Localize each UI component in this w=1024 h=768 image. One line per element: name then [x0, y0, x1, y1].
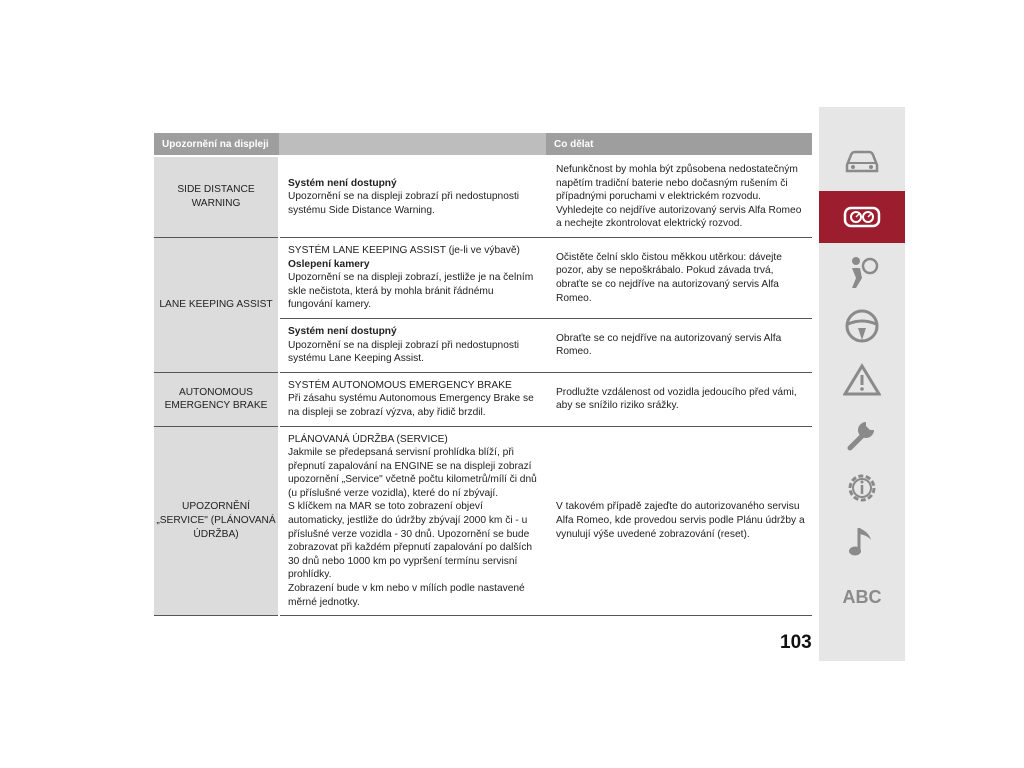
warning-triangle-icon[interactable]	[819, 355, 905, 405]
header-blank	[279, 133, 546, 156]
chapter-sidebar	[819, 107, 905, 661]
header-action: Co dělat	[546, 133, 812, 156]
row-action: Obraťte se co nejdříve na autorizovaný servis Alfa Romeo.	[546, 318, 812, 372]
steering-wheel-icon[interactable]	[819, 301, 905, 351]
row-description	[279, 318, 546, 372]
row-text: Upozornění se na displeji zobrazí při nedostupnosti systému Lane Keeping Assist.	[288, 339, 520, 365]
airbag-icon[interactable]	[819, 247, 905, 297]
row-label: SIDE DISTANCE WARNING	[154, 156, 279, 237]
table-row	[154, 372, 812, 426]
row-label: AUTONOMOUS EMERGENCY BRAKE	[154, 372, 279, 426]
gear-info-icon[interactable]	[819, 463, 905, 513]
row-text: Při zásahu systému Autonomous Emergency Brake se na displeji se zobrazí výzva, aby řidič brzdil.	[288, 393, 534, 418]
table-row	[154, 426, 812, 616]
row-title: SYSTÉM AUTONOMOUS EMERGENCY BRAKE	[288, 379, 512, 391]
row-text: Upozornění se na displeji zobrazí, jestliže je na čelním skle nečistota, která by mohla bránit řádnému fungování kamery.	[288, 272, 534, 311]
row-title: PLÁNOVANÁ ÚDRŽBA (SERVICE)	[288, 433, 448, 445]
wrench-icon[interactable]	[819, 409, 905, 459]
row-title: SYSTÉM LANE KEEPING ASSIST (je-li ve výbavě)	[288, 244, 520, 256]
row-bold: Systém není dostupný	[288, 325, 397, 337]
row-description	[279, 426, 546, 616]
warning-table	[154, 133, 812, 616]
row-bold: Systém není dostupný	[288, 177, 397, 189]
row-description	[279, 156, 546, 237]
row-text: Jakmile se předepsaná servisní prohlídka blíží, při přepnutí zapalování na ENGINE se na displeji zobrazí upozornění „Service" včetně počtu kilometrů/mílí či dnů (u příslušné verze vozidla), které do ní zbývají.	[288, 447, 537, 499]
header-warning: Upozornění na displeji	[154, 133, 279, 156]
page-number: 103	[780, 632, 812, 653]
car-icon[interactable]	[819, 137, 905, 187]
row-action: Prodlužte vzdálenost od vozidla jedoucího před vámi, aby se snížilo riziko srážky.	[546, 372, 812, 426]
row-description	[279, 372, 546, 426]
row-text: Zobrazení bude v km nebo v mílích podle nastavené měrné jednotky.	[288, 583, 525, 608]
table-row	[154, 156, 812, 237]
dashboard-icon[interactable]	[819, 191, 905, 243]
row-text: S klíčkem na MAR se toto zobrazení objeví automaticky, jestliže do údržby zbývají 2000 km či - u příslušné verze vozidla - 30 dnů. Upozornění se bude zobrazovat při každém přepnutí zapalování po dalších 30 dnů nebo 1000 km po vypršení termínu servisní prohlídky.	[288, 501, 533, 581]
table-row	[154, 237, 812, 318]
row-label: LANE KEEPING ASSIST	[154, 237, 279, 372]
music-note-icon[interactable]	[819, 517, 905, 567]
row-action: Nefunkčnost by mohla být způsobena nedostatečným napětím tradiční baterie nebo dočasným rušením či případnými poruchami v elektrickém rozvodu. Vyhledejte co nejdříve autorizovaný servis Alfa Romeo a nechejte zkontrolovat elektrický rozvod.	[546, 156, 812, 237]
row-description	[279, 237, 546, 318]
row-label: UPOZORNĚNÍ „SERVICE" (PLÁNOVANÁ ÚDRŽBA)	[154, 426, 279, 616]
row-bold: Oslepení kamery	[288, 258, 370, 270]
table-header-row	[154, 133, 812, 156]
row-action: Očistěte čelní sklo čistou měkkou utěrkou: dávejte pozor, aby se nepoškrábalo. Pokud závada trvá, obraťte se co nejdříve na autorizovaný servis Alfa Romeo.	[546, 237, 812, 318]
abc-index-label[interactable]: ABC	[842, 587, 882, 607]
row-action: V takovém případě zajeďte do autorizovaného servisu Alfa Romeo, kde provedou servis podle Plánu údržby a vynulují výše uvedené zobrazování (reset).	[546, 426, 812, 616]
row-text: Upozornění se na displeji zobrazí při nedostupnosti systému Side Distance Warning.	[288, 191, 520, 216]
